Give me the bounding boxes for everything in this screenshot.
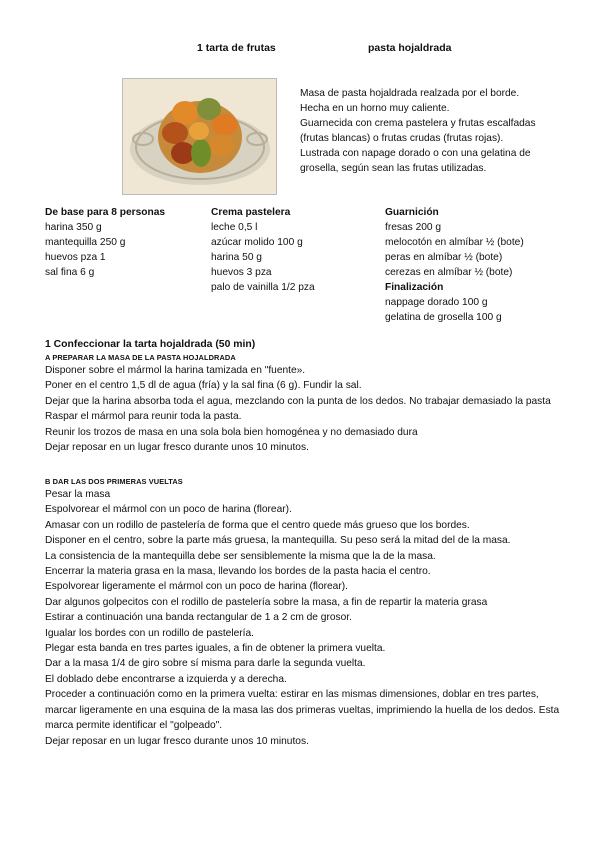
step-item: Dejar reposar en un lugar fresco durante unos 10 minutos. (45, 735, 309, 747)
section-a-subtitle: A PREPARAR LA MASA DE LA PASTA HOJALDRADA (45, 353, 236, 362)
section-b-subtitle: B DAR LAS DOS PRIMERAS VUELTAS (45, 477, 183, 486)
step-item: Dar a la masa 1/4 de giro sobre sí misma para darle la segunda vuelta. (45, 658, 366, 670)
description-line: Guarnecida con crema pastelera y frutas escalfadas (300, 118, 536, 129)
ingredient-item: sal fina 6 g (45, 267, 95, 278)
section-1 (45, 338, 565, 455)
base-ingredients (45, 205, 165, 280)
description-line: Lustrada con napage dorado o con una gelatina de (300, 148, 531, 159)
step-item: Igualar los bordes con un rodillo de pastelería. (45, 627, 254, 639)
ingredient-item: gelatina de grosella 100 g (385, 312, 502, 323)
ingredient-item: mantequilla 250 g (45, 237, 126, 248)
base-header: De base para 8 personas (45, 207, 166, 218)
crema-header: Crema pastelera (211, 207, 291, 218)
ingredient-item: leche 0,5 l (211, 222, 258, 233)
step-item: Plegar esta banda en tres partes iguales, a fin de obtener la primera vuelta. (45, 643, 386, 655)
recipe-description (300, 86, 555, 176)
ingredient-item: peras en almíbar ½ (bote) (385, 252, 503, 263)
ingredient-item: nappage dorado 100 g (385, 297, 488, 308)
ingredient-item: huevos 3 pza (211, 267, 272, 278)
step-item: Dejar reposar en un lugar fresco durante unos 10 minutos. (45, 442, 309, 454)
step-item: La consistencia de la mantequilla debe ser sensiblemente la misma que la de la masa. (45, 550, 436, 562)
ingredient-item: palo de vainilla 1/2 pza (211, 282, 315, 293)
step-item: Proceder a continuación como en la primera vuelta: estirar en las mismas dimensiones, doblar en tres partes, marcar ligeramente en una esquina de la masa las dos primeras vueltas, imprimiendo la huella de los dedos. Esta marca permite identificar el "golpeado". (45, 689, 560, 732)
fruit-tart-image (123, 79, 276, 194)
recipe-title: 1 tarta de frutas (197, 42, 276, 54)
step-item: Espolvorear ligeramente el mármol con un poco de harina (florear). (45, 581, 348, 593)
ingredient-item: huevos pza 1 (45, 252, 106, 263)
step-item: Poner en el centro 1,5 dl de agua (fría) y la sal fina (6 g). Fundir la sal. (45, 380, 362, 392)
finalizacion-header: Finalización (385, 282, 444, 293)
step-item: Raspar el mármol para reunir toda la pasta. (45, 411, 242, 423)
section-b (45, 476, 565, 749)
ingredient-item: harina 350 g (45, 222, 102, 233)
step-item: Encerrar la materia grasa en la masa, llevando los bordes de la pasta hacia el centro. (45, 566, 431, 578)
description-line: grosella, según sean las frutas utilizadas. (300, 163, 487, 174)
tart-photo (122, 78, 277, 195)
ingredient-item: azúcar molido 100 g (211, 237, 303, 248)
description-line: (frutas blancas) o frutas crudas (frutas rojas). (300, 133, 504, 144)
ingredient-item: fresas 200 g (385, 222, 442, 233)
step-item: Espolvorear el mármol con un poco de harina (florear). (45, 504, 292, 516)
step-item: Reunir los trozos de masa en una sola bola bien homogénea y no demasiado dura (45, 426, 418, 438)
step-item: Amasar con un rodillo de pastelería de forma que el centro quede más grueso que los bordes. (45, 519, 470, 531)
step-item: Disponer en el centro, sobre la parte más gruesa, la mantequilla. Su peso será la mitad del de la masa. (45, 535, 511, 547)
recipe-subtitle: pasta hojaldrada (368, 42, 452, 54)
description-line: Hecha en un horno muy caliente. (300, 103, 450, 114)
step-item: Estirar a continuación una banda rectangular de 1 a 2 cm de grosor. (45, 612, 352, 624)
ingredient-item: harina 50 g (211, 252, 262, 263)
section-1-title: 1 Confeccionar la tarta hojaldrada (50 min) (45, 339, 256, 350)
step-item: Pesar la masa (45, 489, 111, 500)
step-item: El doblado debe encontrarse a izquierda y a derecha. (45, 673, 287, 685)
ingredient-item: cerezas en almíbar ½ (bote) (385, 267, 513, 278)
guarnicion-ingredients (385, 205, 524, 325)
step-item: Dar algunos golpecitos con el rodillo de pastelería sobre la masa, a fin de repartir la materia grasa (45, 596, 488, 608)
guarnicion-header: Guarnición (385, 207, 439, 218)
description-line: Masa de pasta hojaldrada realzada por el borde. (300, 88, 520, 99)
crema-ingredients (211, 205, 315, 295)
step-item: Dejar que la harina absorba toda el agua, mezclando con la punta de los dedos. No trabajar demasiado la pasta (45, 395, 551, 407)
step-item: Disponer sobre el mármol la harina tamizada en "fuente». (45, 365, 306, 376)
ingredient-item: melocotón en almíbar ½ (bote) (385, 237, 524, 248)
